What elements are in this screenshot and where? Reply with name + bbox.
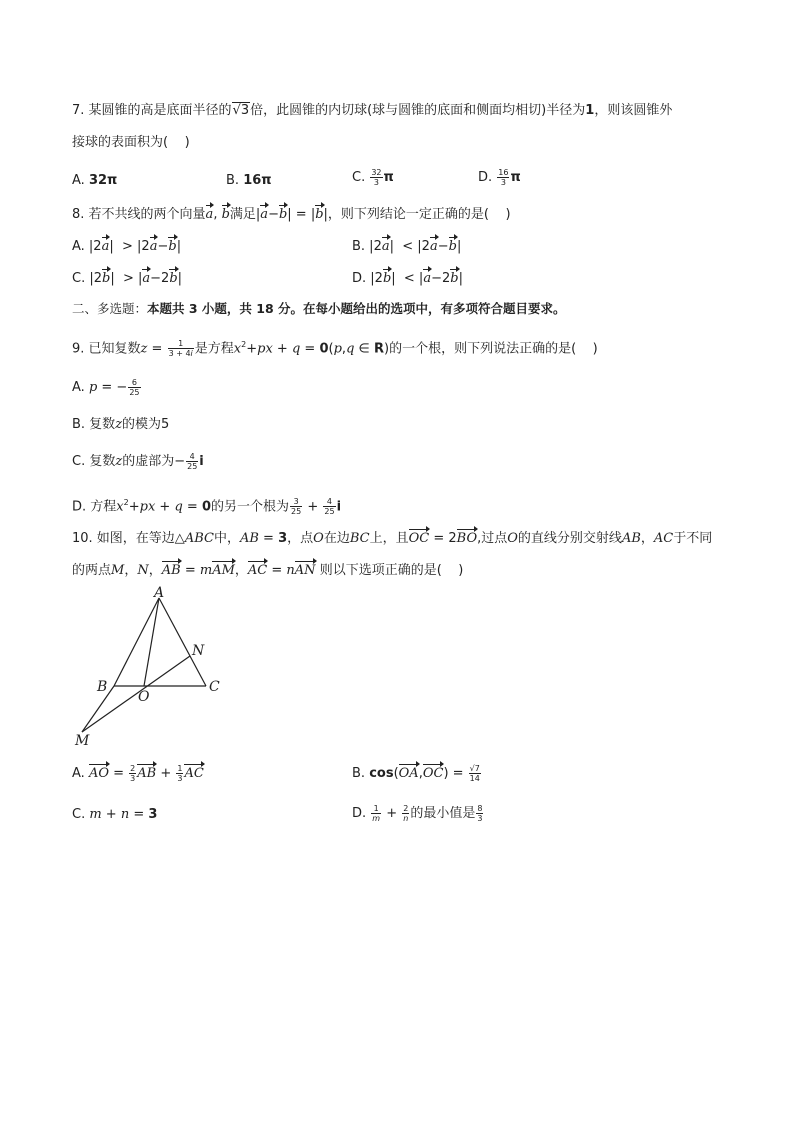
q7-option-a: A. 32π: [72, 173, 118, 188]
q7-option-b: B. 16π: [226, 173, 272, 188]
segment-ab: [114, 598, 159, 686]
label-o: O: [138, 689, 150, 705]
triangle-figure: [70, 585, 230, 755]
q9-option-b: B. 复数z的模为5: [72, 417, 170, 432]
q10-option-b: B. cos(OA,OC) = $\frac{√7}{14}$: [352, 764, 480, 783]
label-n: N: [192, 643, 205, 659]
q7-stem-line1: 7. 某圆锥的高是底面半径的√3倍，此圆锥的内切球(球与圆锥的底面和侧面均相切)半径为1，则该圆锥外: [72, 103, 673, 118]
label-m: M: [75, 733, 90, 749]
q8-stem: 8. 若不共线的两个向量a, b满足|a−b| = |b|，则下列结论一定正确的是( ): [72, 207, 511, 222]
label-b: B: [97, 679, 108, 695]
label-c: C: [209, 679, 220, 695]
q10-stem-line2: 的两点M，N，AB = mAM，AC = nAN 则以下选项正确的是( ): [72, 563, 464, 578]
q9-option-a: A. p = − $\frac{6}{25}$: [72, 378, 140, 397]
q10-option-d: D. $\frac{1}{m}$ + $\frac{2}{n}$ 的最小值是 $\frac{8}{3}$: [352, 804, 483, 823]
q10-stem-line1: 10. 如图，在等边△ABC中，AB = 3，点O在边BC上，且OC = 2BO,过点O的直线分别交射线AB，AC于不同: [72, 531, 713, 546]
q7-option-d: D. $\frac{16}{3}$ π: [478, 168, 521, 187]
section-heading-multi-choice: 二、多选题：本题共 3 小题，共 18 分。在每小题给出的选项中，有多项符合题目要求。: [72, 301, 566, 316]
q8-option-c: C. |2b| > |a−2b|: [72, 271, 183, 286]
q8-option-a: A. |2a| > |2a−b|: [72, 239, 182, 254]
q8-option-d: D. |2b| < |a−2b|: [352, 271, 463, 286]
q7-option-c: C. $\frac{32}{3}$ π: [352, 168, 394, 187]
label-a: A: [154, 585, 165, 601]
q8-option-b: B. |2a| < |2a−b|: [352, 239, 462, 254]
q10-option-a: A. AO = $\frac{2}{3}$ AB + $\frac{1}{3}$ AC: [72, 764, 204, 783]
q10-option-c: C. m + n = 3: [72, 807, 158, 822]
q9-option-c: C. 复数z的虚部为− $\frac{4}{25}$ i: [72, 452, 204, 471]
q7-stem-line2: 接球的表面积为( ): [72, 135, 190, 150]
q9-stem: 9. 已知复数z = $\frac{1}{3 + 4i}$ 是方程$x^2+px + q = 0(p,q$ ∈ R)的一个根，则下列说法正确的是( ): [72, 339, 598, 359]
q9-option-d: D. 方程$x^2+px + q = 0$的另一个根为 $\frac{3}{25}$ + $\frac{4}{25}$ i: [72, 497, 342, 517]
segment-ao: [144, 598, 159, 686]
